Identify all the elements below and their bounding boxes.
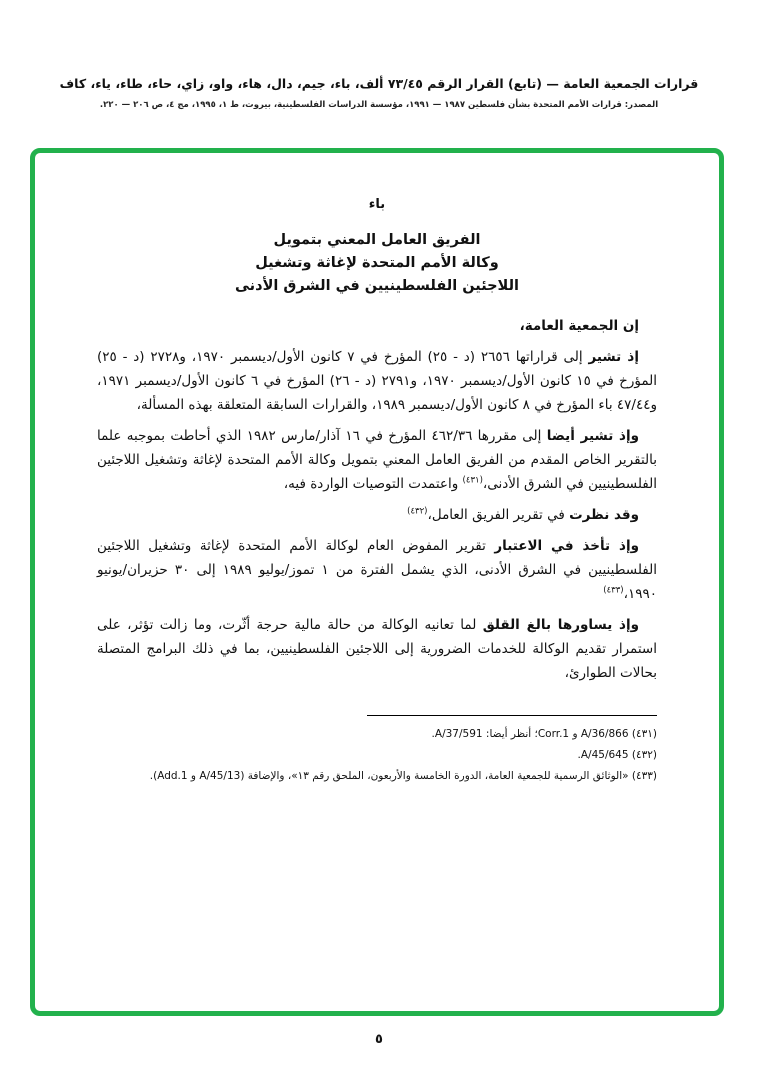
footnote: (٤٣٢) A/45/645.	[577, 749, 657, 761]
page-header	[0, 0, 758, 110]
document-content	[35, 153, 719, 786]
footnote-reference: (٤٣٣)	[603, 585, 624, 596]
paragraph	[97, 314, 657, 338]
paragraph-lead: وإذ تأخذ في الاعتبار	[494, 538, 639, 554]
paragraph	[97, 534, 657, 606]
paragraph	[97, 345, 657, 417]
highlight-border-box	[30, 148, 724, 1016]
paragraph-lead: وإذ يساورها بالغ القلق	[482, 617, 639, 633]
document-title-line: وكالة الأمم المتحدة لإغاثة وتشغيل	[255, 255, 499, 271]
paragraph-text: إلى قراراتها ٢٦٥٦ (د - ٢٥) المؤرخ في ٧ كانون الأول/ديسمبر ١٩٧٠، و٢٧٢٨ (د - ٢٥) المؤرخ في ١٥ كانون الأول/ديسمبر ١٩٧٠، و٢٧٩١ (د - ٢٦) المؤرخ في ٦ كانون الأول/ديسمبر ١٩٧١، و٤٧/٤٤ باء المؤرخ في ٨ كانون الأول/ديسمبر ١٩٨٩، والقرارات السابقة المتعلقة بهذه المسألة،	[97, 349, 658, 413]
paragraph-lead: إن الجمعية العامة،	[519, 318, 639, 334]
paragraph-lead: إذ تشير	[588, 349, 639, 365]
footnote: (٤٣١) A/36/866 و Corr.1؛ أنظر أيضا: A/37/591.	[431, 728, 657, 740]
header-source: المصدر: قرارات الأمم المتحدة بشأن فلسطين ١٩٨٧ — ١٩٩١، مؤسسة الدراسات الفلسطينية، بيروت، ط ١، ١٩٩٥، مج ٤، ص ٢٠٦ — ٢٢٠.	[99, 100, 659, 110]
paragraph-text: إلى مقررها ٤٦٢/٣٦ المؤرخ في ١٦ آذار/مارس ١٩٨٢ الذي أحاطت بموجبه علما بالتقرير الخاص المقدم من الفريق العامل المعني بتمويل وكالة الأمم المتحدة لإغاثة وتشغيل اللاجئين الفلسطينيين في الشرق الأدنى،	[97, 428, 657, 492]
document-title	[97, 229, 657, 298]
paragraph	[97, 503, 657, 527]
header-title: قرارات الجمعية العامة — (تابع) القرار الرقم ٧٣/٤٥ ألف، باء، جيم، دال، هاء، واو، زاي، حاء، طاء، ياء، كاف	[59, 76, 699, 91]
paragraph-text: لما تعانيه الوكالة من حالة مالية حرجة أثّرت، وما زالت تؤثر، على استمرار تقديم الوكالة للخدمات الضرورية إلى اللاجئين الفلسطينيين، بما في ذلك البرامج المتصلة بحالات الطوارئ،	[97, 617, 657, 681]
document-title-line: الفريق العامل المعني بتمويل	[273, 232, 481, 248]
paragraph-lead: وإذ تشير أيضا	[546, 428, 640, 444]
footnote-divider	[367, 715, 657, 716]
paragraph-text: واعتمدت التوصيات الواردة فيه،	[283, 476, 459, 492]
paragraph-text: تقرير المفوض العام لوكالة الأمم المتحدة لإغاثة وتشغيل اللاجئين الفلسطينيين في الشرق الأدنى، الذي يشمل الفترة من ١ تموز/يوليو ١٩٨٩ إلى ٣٠ حزيران/يونيو ١٩٩٠،	[97, 538, 657, 602]
footnotes-section	[97, 715, 657, 786]
footnote-reference: (٤٣٢)	[407, 506, 428, 517]
paragraph	[97, 424, 657, 496]
footnote-reference: (٤٣١)	[462, 475, 483, 486]
section-letter: باء	[368, 197, 386, 212]
document-title-line: اللاجئين الفلسطينيين في الشرق الأدنى	[235, 278, 519, 294]
footnote: (٤٣٣) «الوثائق الرسمية للجمعية العامة، الدورة الخامسة والأربعون، الملحق رقم ١٣»، والإضافة (A/45/13 و Add.1).	[149, 770, 657, 782]
paragraph	[97, 613, 657, 685]
paragraph-lead: وقد نظرت	[569, 507, 639, 523]
paragraph-text: في تقرير الفريق العامل،	[427, 507, 565, 523]
page-number: ٥	[375, 1032, 383, 1047]
